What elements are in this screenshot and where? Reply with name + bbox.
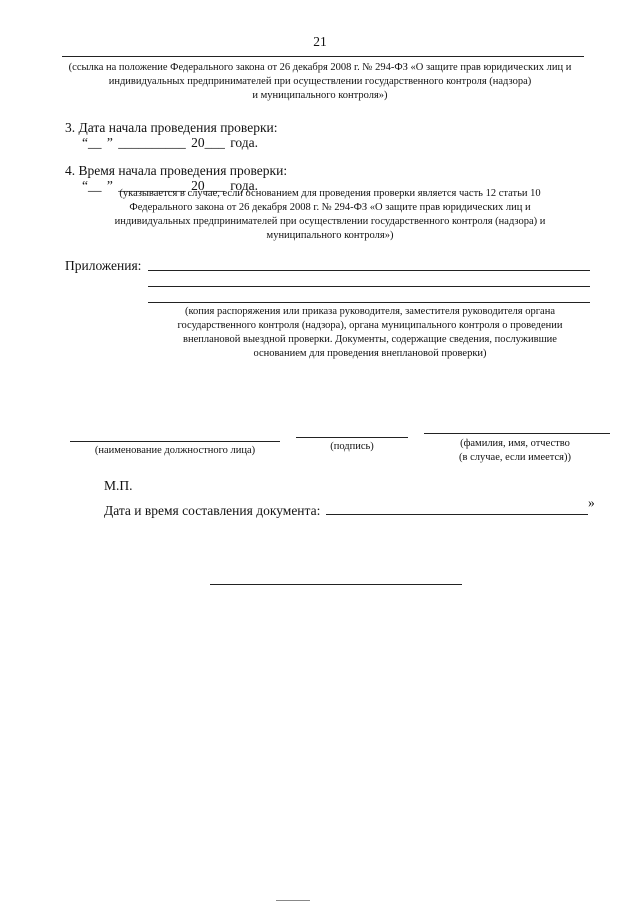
attachments-line-1 <box>148 270 590 271</box>
top-rule <box>62 56 584 57</box>
name-label-line-1: (фамилия, имя, отчество <box>460 438 570 449</box>
attachments-line-2 <box>148 286 590 287</box>
bottom-mark <box>276 900 310 901</box>
attachments-note-line-1: (копия распоряжения или приказа руководителя, заместителя руководителя органа <box>184 306 556 317</box>
section4-note-line-1: (указывается в случае, если основанием для проведения проверки является часть 12 статьи 10 <box>119 188 541 199</box>
top-note-line-2: индивидуальных предпринимателей при осуществлении государственного контроля (надзора) <box>108 76 532 87</box>
page-number: 21 <box>313 34 327 49</box>
section4-note-line-2: Федерального закона от 26 декабря 2008 г. № 294-ФЗ «О защите прав юридических лиц и <box>129 202 531 213</box>
doc-date-label: Дата и время составления документа: <box>104 503 321 518</box>
attachments-note-line-3: внеплановой выездной проверки. Документы, содержащие сведения, послужившие <box>183 334 557 345</box>
section4-note-line-4: муниципального контроля») <box>266 230 394 241</box>
signature-label: (подпись) <box>330 441 374 452</box>
attachments-line-3 <box>148 302 590 303</box>
section4-note-line-3: индивидуальных предпринимателей при осуществлении государственного контроля (надзора) и <box>114 216 546 227</box>
position-line <box>70 441 280 442</box>
name-line <box>424 433 610 434</box>
section3-date-line: “__ ” __________ 20___ года. <box>82 135 259 150</box>
stamp-label: М.П. <box>104 478 133 493</box>
doc-date-line <box>326 514 588 515</box>
section4-date-line: “__ ” __________ 20___ года. <box>82 178 259 193</box>
attachments-note-line-2: государственного контроля (надзора), органа муниципального контроля о проведении <box>177 320 563 331</box>
signature-line <box>296 437 408 438</box>
top-note-line-1: (ссылка на положение Федерального закона от 26 декабря 2008 г. № 294-ФЗ «О защите прав юридических лиц и <box>68 62 572 73</box>
position-label: (наименование должностного лица) <box>94 445 256 456</box>
section3-title: 3. Дата начала проведения проверки: <box>65 120 278 135</box>
attachments-label: Приложения: <box>65 258 142 273</box>
bottom-separator <box>210 584 462 585</box>
attachments-note-line-4: основанием для проведения внеплановой проверки) <box>253 348 487 359</box>
section4-title: 4. Время начала проведения проверки: <box>65 163 288 178</box>
name-label-line-2: (в случае, если имеется)) <box>459 452 571 463</box>
top-note-line-3: и муниципального контроля») <box>252 90 388 101</box>
doc-date-closing-quote: » <box>588 495 595 510</box>
